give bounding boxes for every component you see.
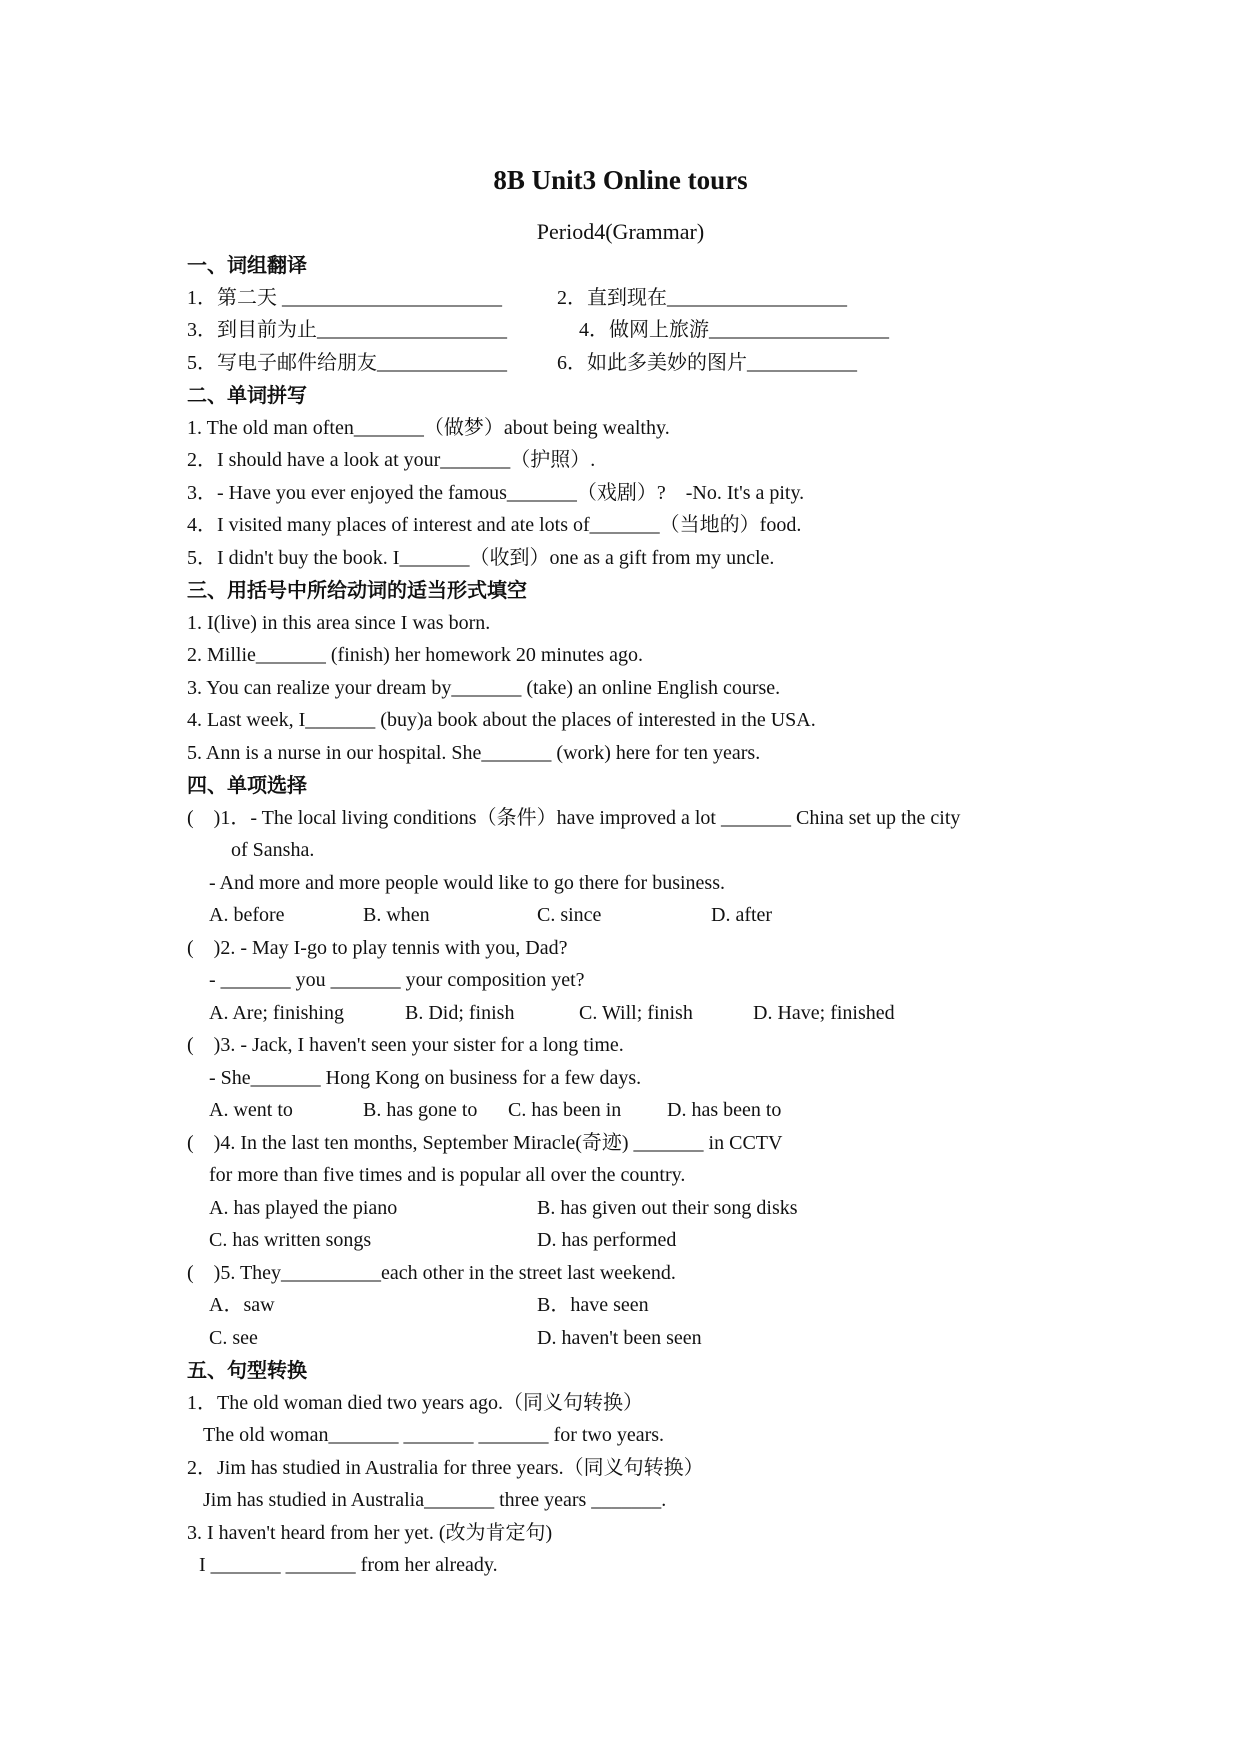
question-item: 4. Last week, I_______ (buy)a book about the places of interested in the USA. xyxy=(187,709,816,731)
question-item: 5. Ann is a nurse in our hospital. She_______ (work) here for ten years. xyxy=(187,741,761,764)
mc-question-stem: ( )3. - Jack, I haven't seen your sister for a long time. xyxy=(187,1034,624,1056)
mc-option: C. since xyxy=(537,904,602,926)
mc-option: D. has been to xyxy=(667,1099,782,1121)
question-item: 1. The old man often_______（做梦）about being wealthy. xyxy=(187,416,670,439)
question-item: 4．I visited many places of interest and ate lots of_______（当地的）food. xyxy=(187,514,802,536)
mc-option: C. see xyxy=(209,1326,258,1349)
question-item: 5．I didn't buy the book. I_______（收到）one as a gift from my uncle. xyxy=(187,546,775,569)
answer-line: I _______ _______ from her already. xyxy=(199,1554,498,1576)
question-item: 3. I haven't heard from her yet. (改为肯定句) xyxy=(187,1521,553,1544)
mc-options xyxy=(187,1224,1087,1257)
mc-option: B．have seen xyxy=(537,1294,649,1316)
mc-options xyxy=(187,997,1087,1030)
mc-option: D. has performed xyxy=(537,1229,677,1251)
mc-option: B. Did; finish xyxy=(405,1001,515,1024)
page-title: 8B Unit3 Online tours xyxy=(493,165,748,195)
mc-option: B. has given out their song disks xyxy=(537,1196,798,1219)
mc-question-stem: of Sansha. xyxy=(231,839,315,861)
question-item: 1. I(live) in this area since I was born. xyxy=(187,611,491,634)
mc-question-stem: - She_______ Hong Kong on business for a few days. xyxy=(209,1066,642,1089)
question-item: 2. Millie_______ (finish) her homework 20 minutes ago. xyxy=(187,644,644,666)
question-item: 3. You can realize your dream by_______ (take) an online English course. xyxy=(187,676,781,699)
mc-option: A. went to xyxy=(209,1099,293,1121)
phrase-row xyxy=(187,314,1087,347)
mc-question-stem: ( )2. - May I-go to play tennis with you, Dad? xyxy=(187,936,568,959)
section-heading: 五、句型转换 xyxy=(187,1358,307,1382)
phrase-item: 2．直到现在__________________ xyxy=(557,286,847,309)
phrase-row xyxy=(187,347,1087,380)
mc-option: A. has played the piano xyxy=(209,1196,398,1219)
mc-question-stem: ( )5. They__________each other in the street last weekend. xyxy=(187,1261,676,1284)
mc-option: A．saw xyxy=(209,1294,275,1316)
mc-options xyxy=(187,899,1087,932)
mc-option: A. before xyxy=(209,904,285,926)
mc-options xyxy=(187,1289,1087,1322)
question-item: 3．- Have you ever enjoyed the famous_______（戏剧）? -No. It's a pity. xyxy=(187,481,805,504)
mc-options xyxy=(187,1322,1087,1355)
mc-option: B. has gone to xyxy=(363,1099,478,1121)
mc-question-stem: - _______ you _______ your composition yet? xyxy=(209,969,585,991)
mc-option: C. has written songs xyxy=(209,1229,372,1251)
phrase-item: 6．如此多美妙的图片___________ xyxy=(557,351,857,374)
question-item: 2．I should have a look at your_______（护照）. xyxy=(187,449,596,471)
phrase-item: 5．写电子邮件给朋友_____________ xyxy=(187,351,507,374)
question-item: 2．Jim has studied in Australia for three years.（同义句转换） xyxy=(187,1456,704,1479)
worksheet-content xyxy=(187,249,1087,1582)
mc-option: B. when xyxy=(363,904,430,926)
mc-option: D. haven't been seen xyxy=(537,1326,702,1349)
phrase-item: 4．做网上旅游__________________ xyxy=(579,319,889,341)
mc-option: D. Have; finished xyxy=(753,1001,895,1024)
phrase-item: 3．到目前为止___________________ xyxy=(187,319,507,341)
mc-question-stem: ( )4. In the last ten months, September Miracle(奇迹) _______ in CCTV xyxy=(187,1131,783,1154)
mc-question-stem: ( )1．- The local living conditions（条件）have improved a lot _______ China set up the city xyxy=(187,806,961,829)
phrase-item: 1．第二天 ______________________ xyxy=(187,286,502,309)
section-heading: 三、用括号中所给动词的适当形式填空 xyxy=(187,578,527,602)
question-item: 1．The old woman died two years ago.（同义句转换） xyxy=(187,1391,644,1414)
phrase-row xyxy=(187,282,1087,315)
section-heading: 二、单词拼写 xyxy=(187,383,307,407)
mc-options xyxy=(187,1094,1087,1127)
mc-option: C. has been in xyxy=(508,1099,622,1121)
mc-question-stem: - And more and more people would like to go there for business. xyxy=(209,871,725,894)
section-heading: 四、单项选择 xyxy=(187,773,307,797)
mc-option: C. Will; finish xyxy=(579,1001,693,1024)
section-heading: 一、词组翻译 xyxy=(187,253,307,277)
answer-line: Jim has studied in Australia_______ three years _______. xyxy=(203,1489,667,1511)
mc-option: A. Are; finishing xyxy=(209,1001,344,1024)
answer-line: The old woman_______ _______ _______ for two years. xyxy=(203,1424,665,1446)
mc-options xyxy=(187,1192,1087,1225)
page-subtitle: Period4(Grammar) xyxy=(536,219,705,244)
mc-option: D. after xyxy=(711,904,773,926)
mc-question-stem: for more than five times and is popular all over the country. xyxy=(209,1164,686,1186)
